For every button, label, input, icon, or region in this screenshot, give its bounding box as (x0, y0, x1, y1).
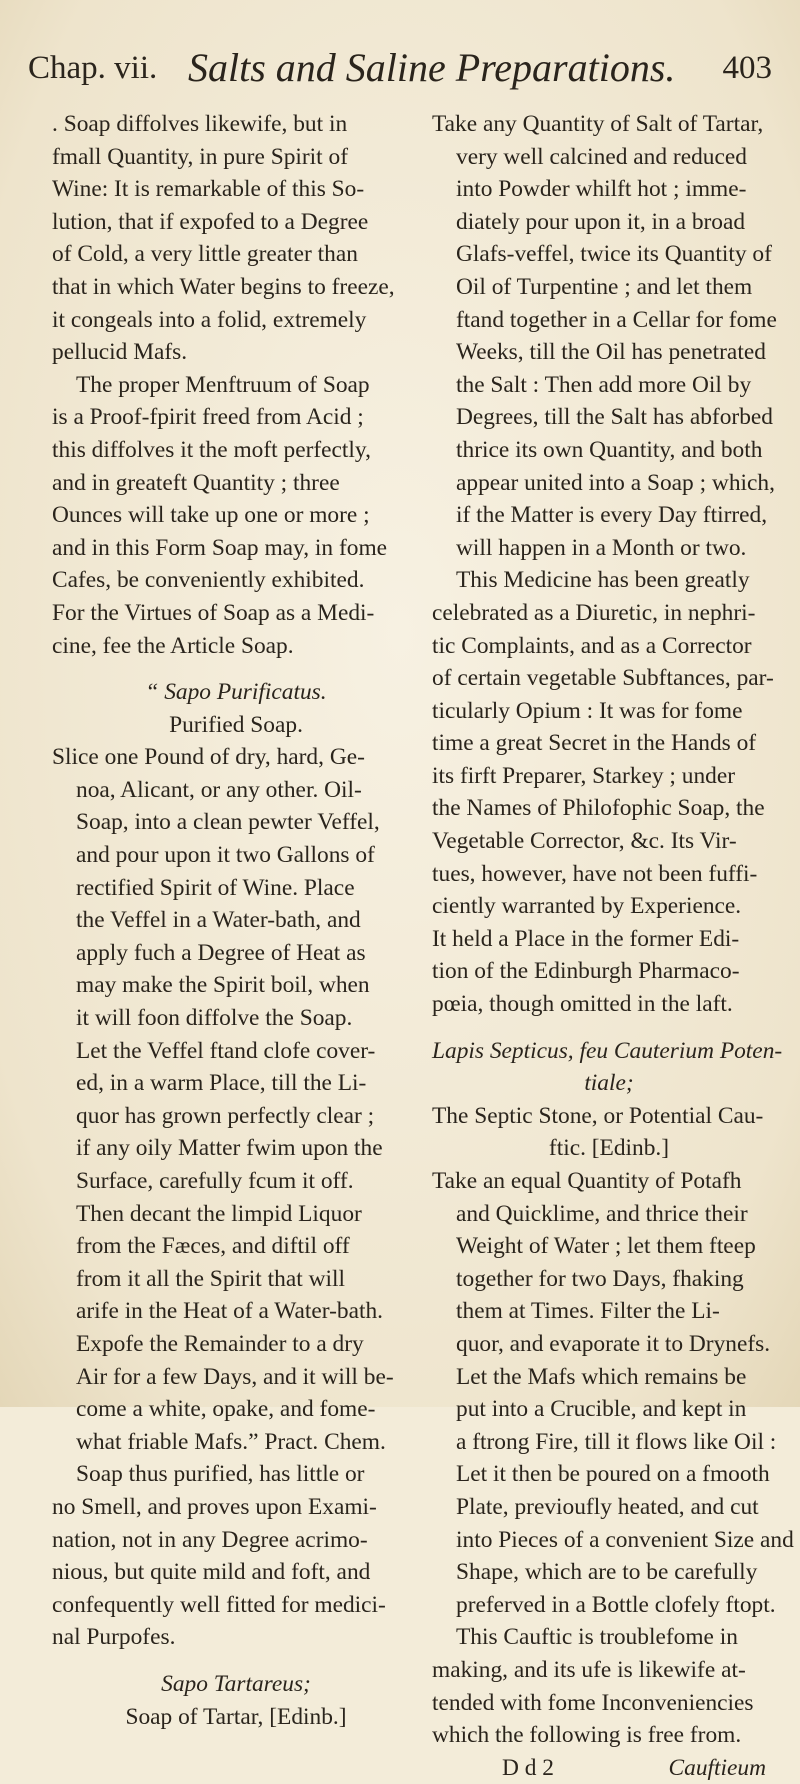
left-column-line: it congeals into a folid, extremely (52, 306, 367, 333)
page-footer (432, 1752, 786, 1784)
right-column-line: This Cauftic is troublefome in (456, 1624, 738, 1651)
right-column-line: It held a Place in the former Edi- (432, 925, 740, 952)
right-column-line: celebrated as a Diuretic, in nephri- (432, 599, 756, 626)
left-column-line: Soap, into a clean pewter Veffel, (76, 809, 380, 836)
left-column-line: arife in the Heat of a Water-bath. (76, 1298, 383, 1325)
right-column-line: time a great Secret in the Hands of (432, 730, 757, 757)
left-column-line: Cafes, be conveniently exhibited. (52, 567, 365, 594)
left-column-line: quor has grown perfectly clear ; (76, 1102, 375, 1129)
left-column-line: and in this Form Soap may, in fome (52, 534, 388, 561)
right-column-line: together for two Days, fhaking (456, 1265, 744, 1292)
right-column-line: very well calcined and reduced (456, 143, 747, 170)
right-column-line: if the Matter is every Day ftirred, (456, 502, 768, 529)
left-column-line: from the Fæces, and diftil off (76, 1233, 350, 1260)
right-column-line: of certain vegetable Subftances, par- (432, 665, 774, 692)
right-column-line: Let the Mafs which remains be (456, 1363, 747, 1390)
right-column-line: preferved in a Bottle clofely ftopt. (456, 1591, 776, 1618)
right-column-line: Weeks, till the Oil has penetrated (456, 339, 766, 366)
right-column-line: Vegetable Corrector, &c. Its Vir- (432, 828, 737, 855)
right-column-line: This Medicine has been greatly (456, 567, 750, 594)
left-column-line: ed, in a warm Place, till the Li- (76, 1070, 367, 1097)
left-column-line: noa, Alicant, or any other. Oil- (76, 776, 362, 803)
right-column-line: ftand together in a Cellar for fome (456, 306, 777, 333)
left-column-line: and pour upon it two Gallons of (76, 842, 375, 869)
left-column-line: Soap of Tartar, [Edinb.] (125, 1703, 347, 1730)
catchword: Cauftieum (668, 1754, 766, 1781)
right-column-line: tic Complaints, and as a Corrector (432, 632, 752, 659)
right-column-line: them at Times. Filter the Li- (456, 1298, 720, 1325)
left-column-line: . Soap diffolves likewife, but in (52, 111, 348, 137)
left-column-line: that in which Water begins to freeze, (52, 273, 395, 300)
paragraph-gap (432, 1021, 786, 1035)
right-column-line: Plate, previoufly heated, and cut (456, 1493, 759, 1520)
left-column-line: apply fuch a Degree of Heat as (76, 939, 366, 966)
right-column-line: the Names of Philofophic Soap, the (432, 795, 765, 822)
running-title: Salts and Saline Preparations. (188, 45, 676, 90)
left-column-line: Soap thus purified, has little or (76, 1461, 365, 1488)
left-column-line: lution, that if expofed to a Degree (52, 208, 369, 235)
left-column-line: Air for a few Days, and it will be- (76, 1363, 394, 1390)
paragraph-gap (52, 662, 420, 676)
running-header (28, 38, 772, 98)
right-column-line: will happen in a Month or two. (456, 534, 747, 561)
right-column-line: put into a Crucible, and kept in (456, 1396, 747, 1423)
left-column-line: and in greateft Quantity ; three (52, 469, 340, 496)
left-column-line: what friable Mafs.” Pract. Chem. (76, 1428, 386, 1455)
left-column-line: this diffolves it the moft perfectly, (52, 436, 371, 463)
right-column-line: tiale; (584, 1070, 634, 1097)
left-column-line: Slice one Pound of dry, hard, Ge- (52, 744, 365, 771)
left-column-line: rectified Spirit of Wine. Place (76, 874, 355, 901)
right-column-line: Degrees, till the Salt has abforbed (456, 404, 773, 431)
left-column-line: Surface, carefully fcum it off. (76, 1168, 354, 1194)
left-column-line: no Smell, and proves upon Exami- (52, 1493, 377, 1520)
left-column-line: nation, not in any Degree acrimo- (52, 1526, 368, 1553)
right-column-line: ticularly Opium : It was for fome (432, 697, 743, 724)
left-column-line: confequently well fitted for medici- (52, 1591, 386, 1618)
right-column-line: thrice its own Quantity, and both (456, 436, 763, 463)
right-column-line: and Quicklime, and thrice their (456, 1200, 748, 1227)
right-column-line: Shape, which are to be carefully (456, 1559, 758, 1586)
left-column-line: may make the Spirit boil, when (76, 972, 370, 999)
signature-mark: D d 2 (502, 1754, 554, 1781)
left-column-line: it will foon diffolve the Soap. (76, 1005, 353, 1032)
left-column-line: from it all the Spirit that will (76, 1265, 345, 1292)
right-column-line: which the following is free from. (432, 1722, 742, 1749)
paragraph-gap (52, 1654, 420, 1668)
left-column-line: nious, but quite mild and foft, and (52, 1559, 371, 1586)
left-column-line: if any oily Matter fwim upon the (76, 1135, 383, 1162)
left-column-line: cine, fee the Article Soap. (52, 632, 294, 659)
right-column-line: into Powder whilft hot ; imme- (456, 176, 747, 203)
left-column-line: Then decant the limpid Liquor (76, 1200, 362, 1227)
left-column-line: pellucid Mafs. (52, 339, 188, 366)
right-column-line: Weight of Water ; let them fteep (456, 1233, 756, 1260)
right-column-line: Let it then be poured on a fmooth (456, 1461, 770, 1488)
right-column-line: Oil of Turpentine ; and let them (456, 273, 753, 300)
left-column-line: For the Virtues of Soap as a Medi- (52, 599, 375, 626)
right-column-line: tues, however, have not been fuffi- (432, 860, 758, 887)
right-column-line: ciently warranted by Experience. (432, 893, 742, 920)
left-column-line: The proper Menftruum of Soap (76, 371, 370, 398)
left-column-line: Ounces will take up one or more ; (52, 502, 370, 529)
left-column (52, 108, 420, 1733)
chapter-label: Chap. vii. (28, 50, 158, 86)
right-column-line: its firft Preparer, Starkey ; under (432, 762, 736, 789)
right-column-line: Take any Quantity of Salt of Tartar, (432, 111, 764, 137)
left-column-line: is a Proof-fpirit freed from Acid ; (52, 404, 364, 431)
left-column-line: fmall Quantity, in pure Spirit of (52, 143, 349, 170)
left-column-line: Purified Soap. (169, 711, 303, 738)
right-column-line: The Septic Stone, or Potential Cau- (432, 1102, 764, 1129)
left-column-line: Let the Veffel ftand clofe cover- (76, 1037, 376, 1064)
right-column-line: pœia, though omitted in the laft. (432, 991, 733, 1018)
right-column-line: into Pieces of a convenient Size and (456, 1526, 794, 1553)
left-column-line: of Cold, a very little greater than (52, 241, 358, 268)
right-column-line: ftic. [Edinb.] (548, 1135, 670, 1162)
right-column-line: Glafs-veffel, twice its Quantity of (456, 241, 772, 268)
right-column-line: Lapis Septicus, feu Cauterium Poten- (432, 1037, 783, 1064)
right-column-line: appear united into a Soap ; which, (456, 469, 775, 496)
left-column-line: Wine: It is remarkable of this So- (52, 176, 365, 203)
right-column-line: tion of the Edinburgh Pharmaco- (432, 958, 740, 985)
page-number: 403 (722, 50, 772, 86)
left-column-line: the Veffel in a Water-bath, and (76, 907, 361, 934)
right-column-line: the Salt : Then add more Oil by (456, 371, 752, 398)
left-column-line: come a white, opake, and fome- (76, 1396, 376, 1423)
left-column-line: Expofe the Remainder to a dry (76, 1330, 364, 1357)
right-column-line: making, and its ufe is likewife at- (432, 1656, 746, 1683)
left-column-line: Sapo Tartareus; (161, 1670, 311, 1697)
right-column-line: diately pour upon it, in a broad (456, 208, 746, 235)
left-column-line: “ Sapo Purificatus. (145, 679, 327, 706)
right-column (432, 108, 794, 1784)
right-column-line: Take an equal Quantity of Potafh (432, 1168, 742, 1194)
right-column-line: a ftrong Fire, till it flows like Oil : (456, 1428, 777, 1455)
right-column-line: quor, and evaporate it to Drynefs. (456, 1330, 771, 1357)
right-column-line: tended with fome Inconveniencies (432, 1689, 754, 1716)
left-column-line: nal Purpofes. (52, 1624, 176, 1651)
